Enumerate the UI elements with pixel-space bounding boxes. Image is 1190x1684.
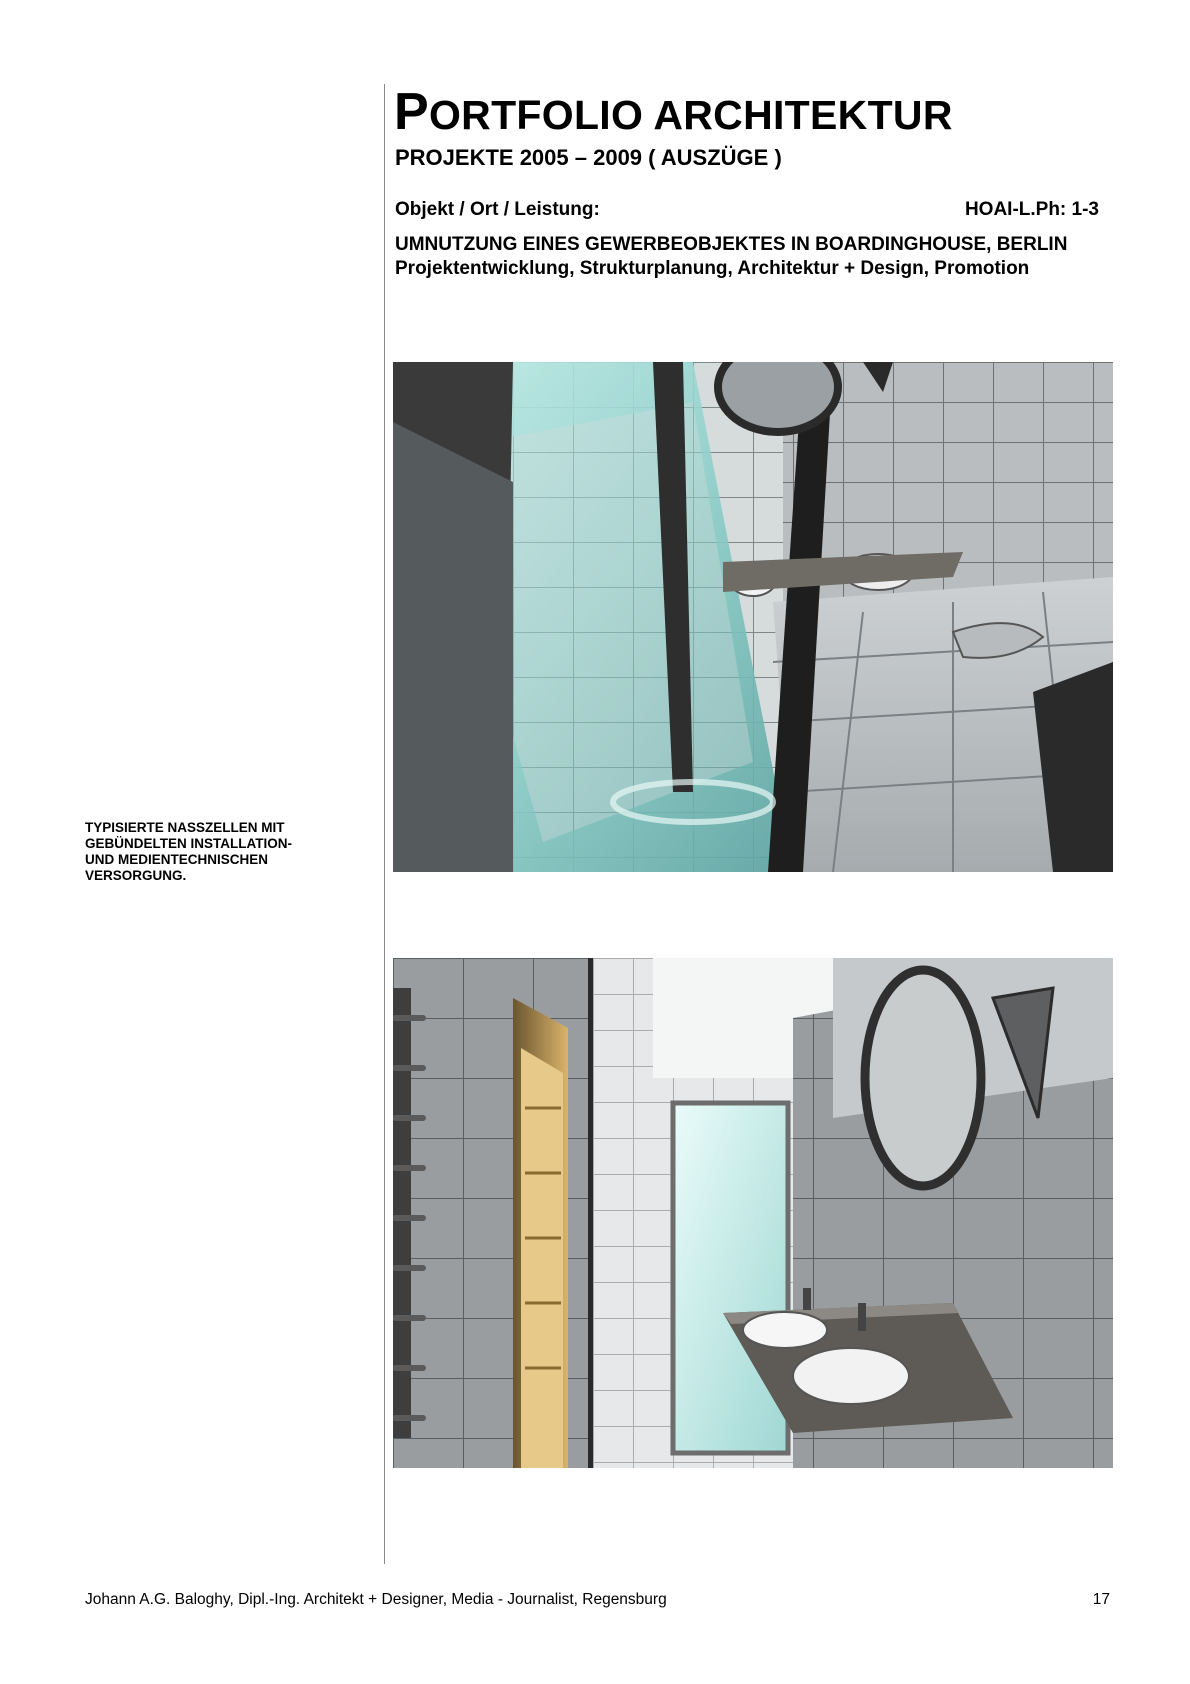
caption-line: VERSORGUNG.	[85, 868, 187, 883]
page-number: 17	[1092, 1591, 1110, 1608]
page-title-initial: P	[394, 83, 429, 141]
caption-line: TYPISIERTE NASSZELLEN MIT	[85, 820, 285, 835]
project-title: UMNUTZUNG EINES GEWERBEOBJEKTES IN BOARDINGHOUSE, BERLIN	[395, 234, 1068, 255]
bathroom-rendering-shower	[393, 362, 1113, 872]
caption-line: GEBÜNDELTEN INSTALLATION-	[85, 836, 292, 851]
caption-line: UND MEDIENTECHNISCHEN	[85, 852, 269, 867]
footer-author: Johann A.G. Baloghy, Dipl.-Ing. Architekt + Designer, Media - Journalist, Regensburg	[85, 1591, 667, 1608]
vertical-divider	[384, 84, 385, 1564]
project-services: Projektentwicklung, Strukturplanung, Architektur + Design, Promotion	[395, 258, 1030, 279]
bathroom-rendering-vanity	[393, 958, 1113, 1468]
image-caption	[85, 820, 355, 884]
page-title-rest: ORTFOLIO ARCHITEKTUR	[428, 92, 953, 138]
page-title	[394, 83, 953, 141]
page-subtitle: PROJEKTE 2005 – 2009 ( AUSZÜGE )	[395, 145, 782, 170]
hoai-phases: HOAI-L.Ph: 1-3	[964, 199, 1099, 220]
object-location-label: Objekt / Ort / Leistung:	[395, 199, 600, 220]
